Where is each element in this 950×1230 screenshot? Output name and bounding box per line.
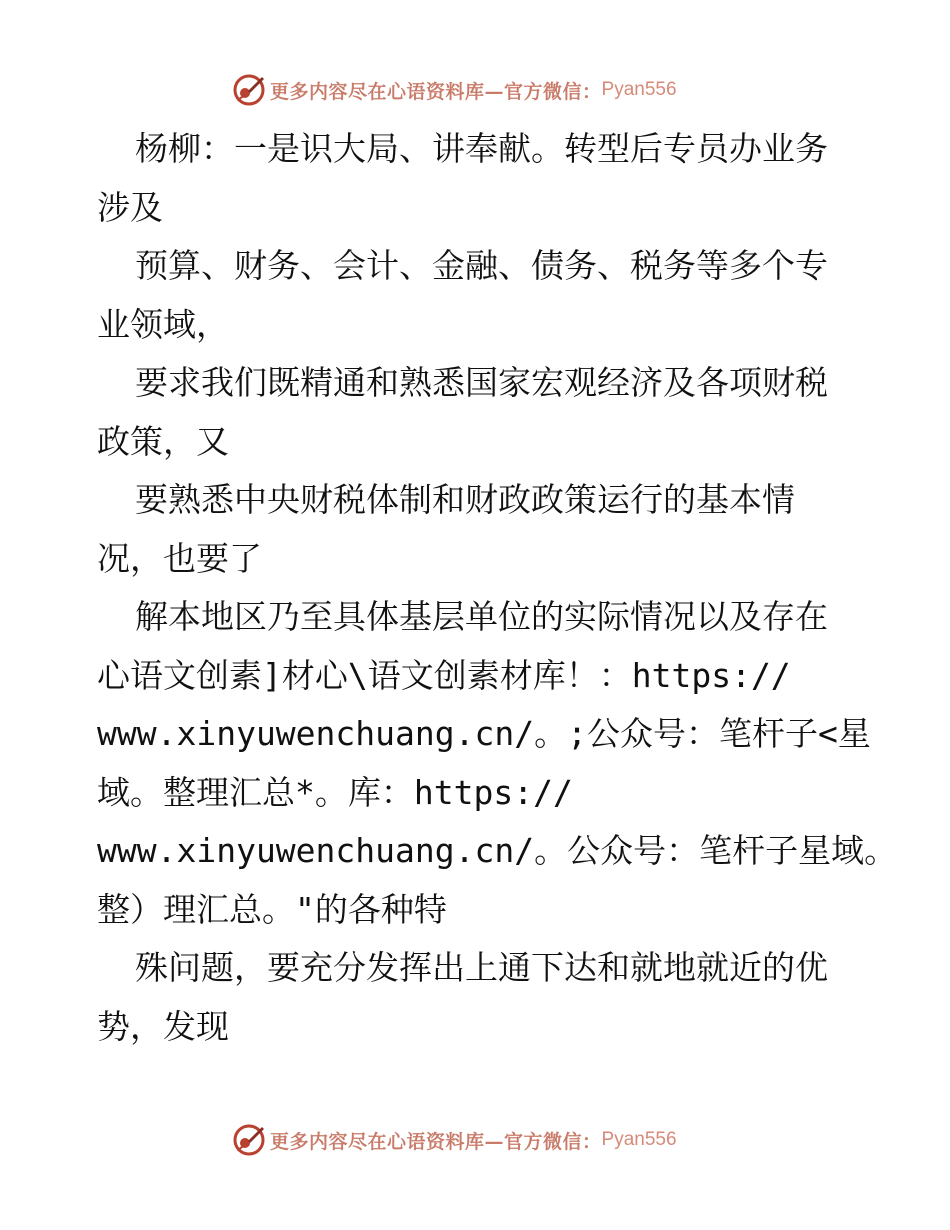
text-line: 杨柳：一是识大局、讲奉献。转型后专员办业务 <box>135 129 828 168</box>
wechat-id: Pyan556 <box>601 1129 677 1150</box>
text-line: www.xinyuwenchuang.cn/。公众号：笔杆子星域。 <box>97 831 898 870</box>
text-line: 预算、财务、会计、金融、债务、税务等多个专 <box>135 246 828 285</box>
footer-banner <box>232 1120 677 1160</box>
text-line: 心语文创素]材心\语文创素材库！：https:// <box>97 655 791 695</box>
text-line: 整）理汇总。"的各种特 <box>97 889 447 929</box>
text-line: 业领域， <box>97 304 229 344</box>
brush-logo-icon <box>232 73 266 107</box>
text-line: www.xinyuwenchuang.cn/。;公众号：笔杆子<星 <box>97 714 871 753</box>
banner-text: 更多内容尽在心语资料库—官方微信： <box>270 1130 602 1153</box>
text-line: 涉及 <box>97 187 163 227</box>
text-line: 要求我们既精通和熟悉国家宏观经济及各项财税 <box>135 363 828 402</box>
text-line: 势，发现 <box>97 1006 229 1046</box>
text-line: 政策，又 <box>97 421 229 461</box>
wechat-id: Pyan556 <box>601 79 677 100</box>
text-line: 况，也要了 <box>97 538 262 578</box>
document-body <box>97 120 898 1056</box>
header-banner <box>232 70 677 110</box>
brush-logo-icon <box>232 1123 266 1157</box>
text-line: 解本地区乃至具体基层单位的实际情况以及存在 <box>135 597 828 636</box>
text-line: 域。整理汇总*。库：https:// <box>97 772 573 812</box>
text-line: 殊问题，要充分发挥出上通下达和就地就近的优 <box>135 948 828 987</box>
text-line: 要熟悉中央财税体制和财政政策运行的基本情 <box>135 480 795 519</box>
banner-text: 更多内容尽在心语资料库—官方微信： <box>270 80 602 103</box>
